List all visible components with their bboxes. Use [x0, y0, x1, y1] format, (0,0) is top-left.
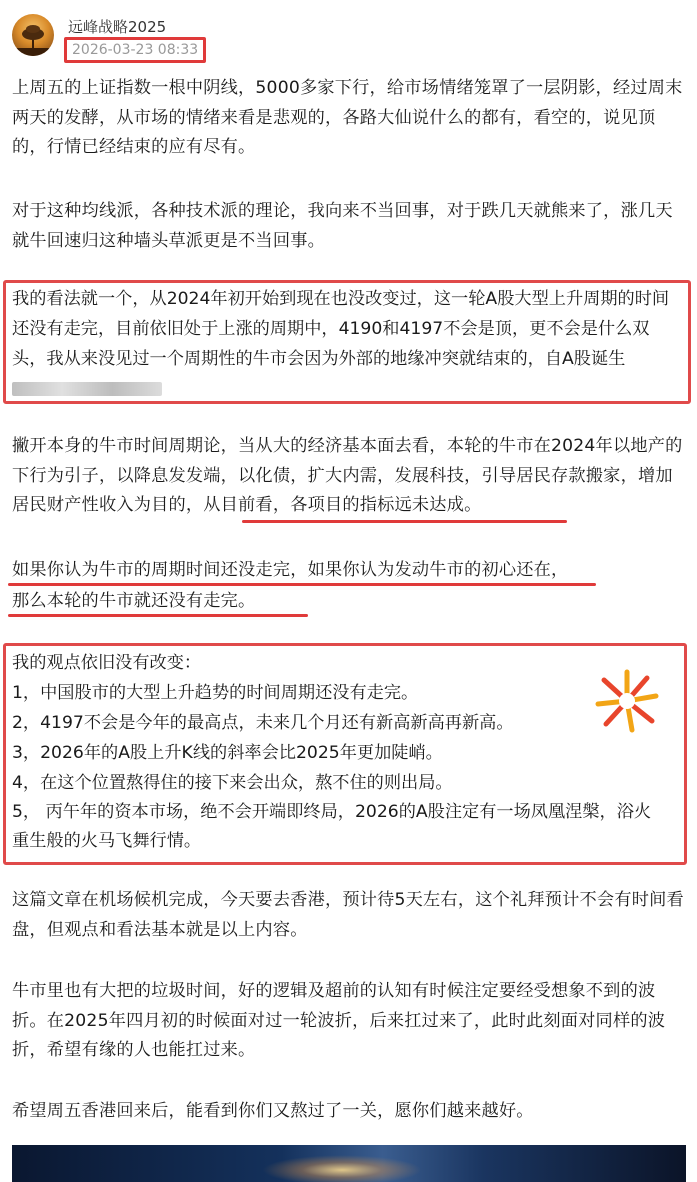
paragraph-my-view-text: 我的看法就一个，从2024年初开始到现在也没改变过，这一轮A股大型上升周期的时间还没有走完，目前依旧处于上涨的周期中，4190和4197不会是顶，更不会是什么双头，我从来没见过一个周期性的牛市会因为外部的地缘冲突就结束的，自A股诞生	[12, 289, 670, 369]
observation-item: 重生般的火马飞舞行情。	[12, 831, 202, 851]
paragraph-my-view	[12, 284, 672, 404]
observation-item: 3，2026年的A股上升K线的斜率会比2025年更加陡峭。	[12, 743, 443, 763]
blurred-text	[12, 382, 162, 396]
paragraph-market-mood: 上周五的上证指数一根中阴线，5000多家下行，给市场情绪笼罩了一层阴影，经过周末两天的发酵，从市场的情绪来看是悲观的，各路大仙说什么的都有，看空的，说见顶的，行情已经结束的应有尽有。	[12, 78, 683, 157]
fundamentals-highlight: 从目前看，各项目的指标远未达成。	[203, 495, 482, 515]
underline-targets	[242, 520, 567, 523]
paragraph-conclusion-line2: 那么本轮的牛市就还没有走完。	[12, 591, 256, 611]
paragraph-closing: 希望周五香港回来后，能看到你们又熬过了一关，愿你们越来越好。	[12, 1101, 534, 1121]
observation-item: 4，在这个位置熬得住的接下来会出众，熬不住的则出局。	[12, 773, 453, 793]
post-timestamp: 2026-03-23 08:33	[64, 37, 206, 63]
author-name[interactable]: 远峰战略2025	[68, 18, 167, 36]
firework-icon	[592, 666, 662, 736]
paragraph-conclusion-line1: 如果你认为牛市的周期时间还没走完，如果你认为发动牛市的初心还在，	[12, 560, 569, 580]
avatar[interactable]	[12, 14, 54, 56]
observation-item: 2，4197不会是今年的最高点，未来几个月还有新高新高再新高。	[12, 713, 514, 733]
observation-item: 1，中国股市的大型上升趋势的时间周期还没有走完。	[12, 683, 419, 703]
underline-conclusion-1	[8, 583, 596, 586]
paragraph-travel-note: 这篇文章在机场候机完成，今天要去香港，预计待5天左右，这个礼拜预计不会有时间看盘，但观点和看法基本就是以上内容。	[12, 890, 684, 940]
tree-icon	[12, 14, 54, 56]
paragraph-technical-views: 对于这种均线派，各种技术派的理论，我向来不当回事，对于跌几天就熊来了，涨几天就牛回速归这种墙头草派更是不当回事。	[12, 201, 673, 251]
image-light-glint	[262, 1155, 422, 1182]
paragraph-fundamentals	[12, 432, 684, 521]
article-image[interactable]	[12, 1145, 686, 1182]
underline-conclusion-2	[8, 614, 308, 617]
post-header	[12, 12, 682, 62]
paragraph-garbage-time: 牛市里也有大把的垃圾时间，好的逻辑及超前的认知有时候注定要经受想象不到的波折。在2025年四月初的时候面对过一轮波折，后来扛过来了，此时此刻面对同样的波折，希望有缘的人也能扛过来。	[12, 981, 666, 1060]
observations-title: 我的观点依旧没有改变：	[12, 653, 202, 673]
observation-item: 5， 丙午年的资本市场，绝不会开端即终局，2026的A股注定有一场凤凰涅槃，浴火	[12, 802, 652, 822]
fundamentals-text: 撇开本身的牛市时间周期论，当从大的经济基本面去看，本轮的牛市在2024年以地产的下行为引子，以降息发发端，以化债，扩大内需，发展科技，引导居民存款搬家，增加居民财产性收入为目的，	[12, 436, 683, 515]
